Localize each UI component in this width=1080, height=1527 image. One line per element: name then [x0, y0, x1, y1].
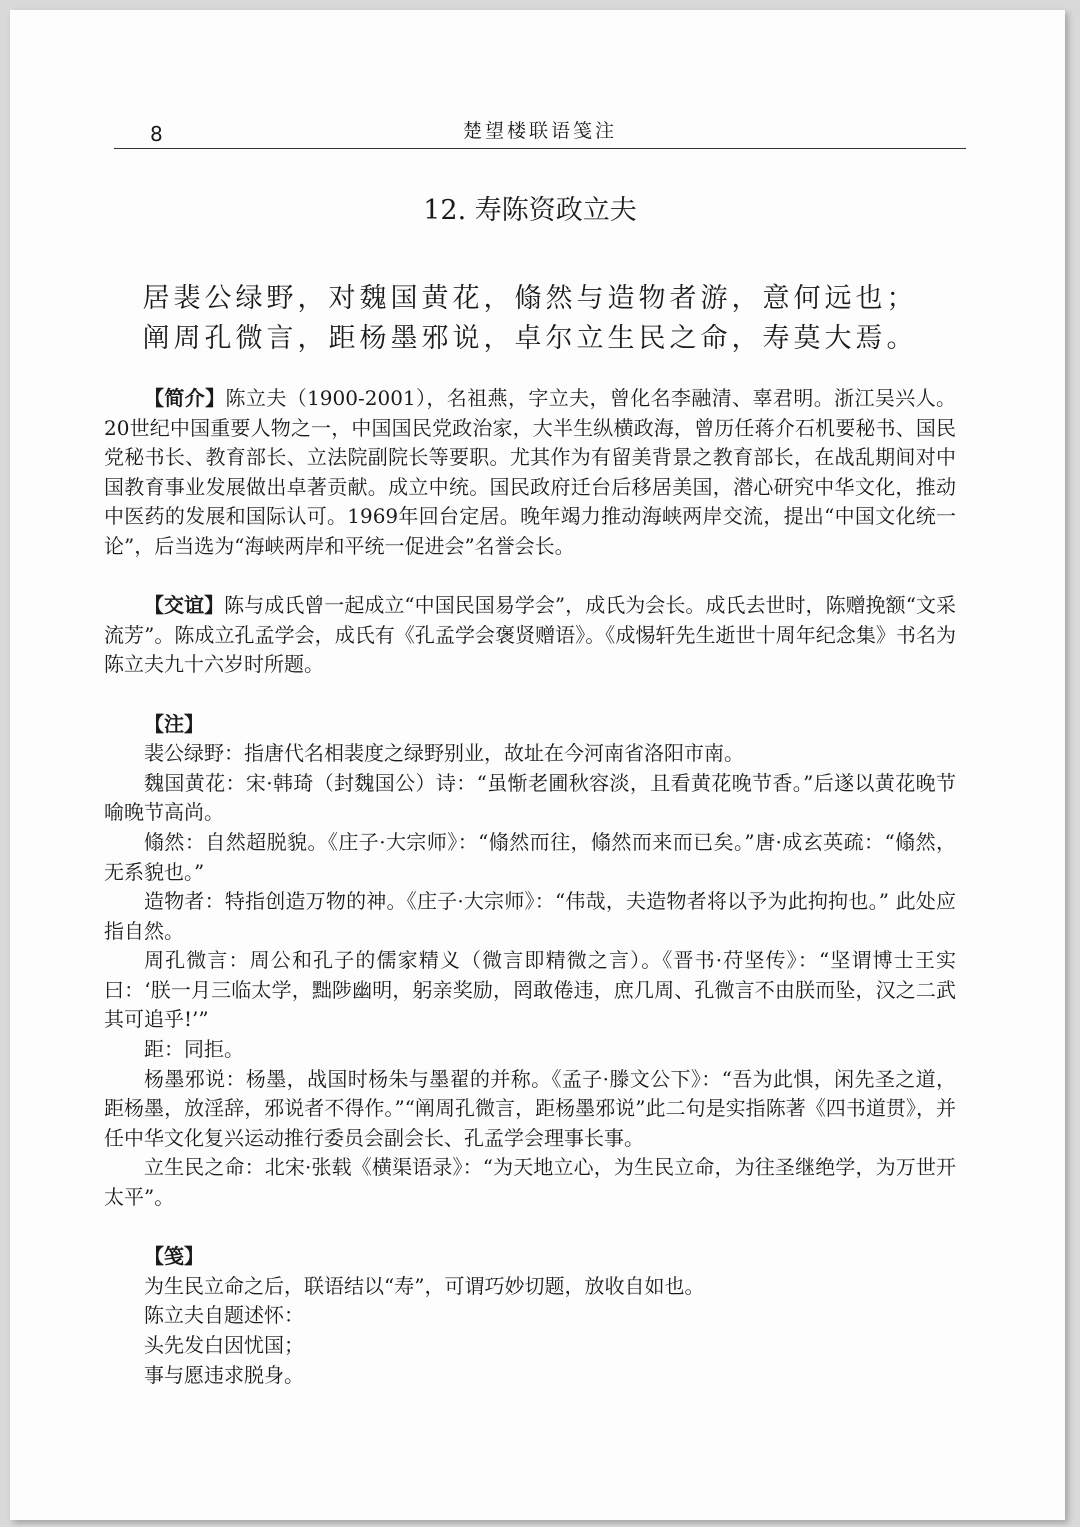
note-item: 周孔微言：周公和孔子的儒家精义（微言即精微之言）。《晋书·苻坚传》：“坚谓博士王实曰：‘朕一月三临太学，黜陟幽明，躬亲奖励，罔敢倦违，庶几周、孔微言不由朕而坠，汉之二武其可追乎!’” — [104, 948, 956, 1032]
note-item: 翛然：自然超脱貌。《庄子·大宗师》：“翛然而往，翛然而来而已矣。”唐·成玄英疏：“翛然，无系貌也。” — [104, 829, 956, 884]
friendship-paragraph — [104, 591, 956, 680]
friendship-text: 陈与成氏曾一起成立“中国民国易学会”，成氏为会长。成氏去世时，陈赠挽额“文采流芳”。陈成立孔孟学会，成氏有《孔孟学会褒贤赠语》。《成惕轩先生逝世十周年纪念集》书名为陈立夫九十六岁时所题。 — [104, 593, 956, 677]
running-title: 楚望楼联语笺注 — [462, 120, 617, 142]
note-item: 立生民之命：北宋·张载《横渠语录》：“为天地立心，为生民立命，为往圣继绝学，为万世开太平”。 — [104, 1155, 956, 1210]
body-text — [104, 384, 956, 1390]
intro-paragraph — [104, 384, 956, 562]
notes-label: 【注】 — [144, 711, 204, 736]
chapter-title: 12. 寿陈资政立夫 — [423, 195, 637, 226]
commentary-line: 为生民立命之后，联语结以“寿”，可谓巧妙切题，放收自如也。 — [144, 1273, 705, 1298]
page-number: 8 — [150, 122, 163, 146]
intro-label: 【简介】 — [144, 386, 226, 410]
note-item: 裴公绿野：指唐代名相裴度之绿野别业，故址在今河南省洛阳市南。 — [144, 741, 744, 766]
friendship-label: 【交谊】 — [144, 593, 225, 618]
page-header — [114, 108, 966, 149]
commentary-line: 陈立夫自题述怀： — [144, 1303, 304, 1328]
couplet-line-2: 阐周孔微言，距杨墨邪说，卓尔立生民之命，寿莫大焉。 — [142, 323, 918, 354]
note-item: 杨墨邪说：杨墨，战国时杨朱与墨翟的并称。《孟子·滕文公下》：“吾为此惧，闲先圣之道，距杨墨，放淫辞，邪说者不得作。”“阐周孔微言，距杨墨邪说”此二句是实指陈著《四书道贯》，并任中华文化复兴运动推行委员会副会长、孔孟学会理事长事。 — [104, 1066, 956, 1150]
note-item: 造物者：特指创造万物的神。《庄子·大宗师》：“伟哉，夫造物者将以予为此拘拘也。” 此处应指自然。 — [104, 889, 956, 943]
commentary-line: 事与愿违求脱身。 — [144, 1362, 304, 1387]
intro-text: 陈立夫（1900-2001），名祖燕，字立夫，曾化名李融清、辜君明。浙江吴兴人。20世纪中国重要人物之一，中国国民党政治家，大半生纵横政海，曾历任蒋介石机要秘书、国民党秘书长、教育部长、立法院副院长等要职。尤其作为有留美背景之教育部长，在战乱期间对中国教育事业发展做出卓著贡献。成立中统。国民政府迁台后移居美国，潜心研究中华文化，推动中医药的发展和国际认可。1969年回台定居。晚年竭力推动海峡两岸交流，提出“中国文化统一论”，后当选为“海峡两岸和平统一促进会”名誉会长。 — [104, 386, 957, 558]
commentary-line: 头先发白因忧国； — [144, 1333, 304, 1357]
note-item: 距：同拒。 — [144, 1037, 244, 1062]
note-item: 魏国黄花：宋·韩琦（封魏国公）诗：“虽惭老圃秋容淡，且看黄花晚节香。”后遂以黄花晚节喻晚节高尚。 — [104, 770, 956, 825]
commentary-label: 【笺】 — [144, 1244, 204, 1269]
couplet-line-1: 居裴公绿野，对魏国黄花，翛然与造物者游，意何远也； — [142, 283, 918, 314]
